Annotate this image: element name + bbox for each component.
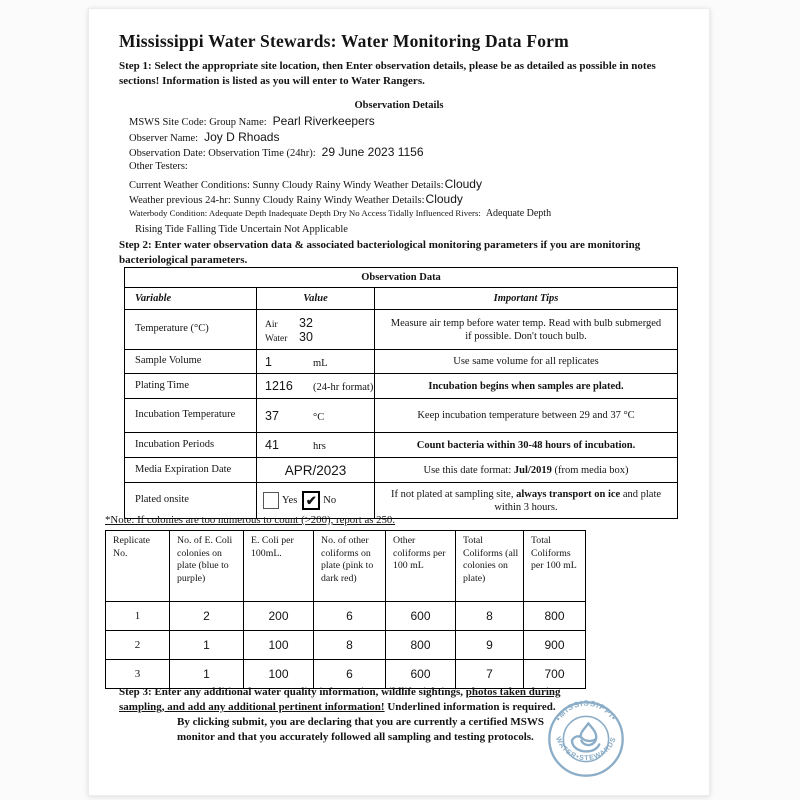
incubation-periods-unit: hrs <box>313 441 326 452</box>
sample-volume-unit: mL <box>313 357 328 369</box>
observation-details-section <box>129 114 551 240</box>
replicate-1-number: 1 <box>106 602 170 631</box>
table-row <box>106 631 586 660</box>
tip-incubation-temperature: Keep incubation temperature between 29 and 37 °C <box>375 399 678 433</box>
form-page <box>88 8 710 796</box>
media-expiration-entry[interactable]: APR/2023 <box>284 462 347 478</box>
variable-temperature: Temperature (°C) <box>125 310 257 350</box>
tip-plated-onsite: If not plated at sampling site, always transport on ice and plate within 3 hours. <box>375 483 678 519</box>
other-testers-line <box>129 161 551 177</box>
rep-col-ecoli-colonies: No. of E. Coli colonies on plate (blue to purple) <box>170 531 244 602</box>
replicate-1-total-100ml[interactable]: 800 <box>524 602 586 631</box>
replicate-2-other-colonies[interactable]: 8 <box>314 631 386 660</box>
observation-data-table <box>124 267 678 519</box>
replicate-1-other-colonies[interactable]: 6 <box>314 602 386 631</box>
replicate-2-ecoli-colonies[interactable]: 1 <box>170 631 244 660</box>
replicate-table-header-row <box>106 531 586 602</box>
observer-line <box>129 130 551 146</box>
date-time-value[interactable]: 29 June 2023 1156 <box>321 145 424 160</box>
observation-data-table-title: Observation Data <box>125 268 678 288</box>
current-weather-label: Current Weather Conditions: Sunny Cloudy Rainy Windy Weather Details: <box>129 179 444 191</box>
replicate-2-total-100ml[interactable]: 900 <box>524 631 586 660</box>
replicate-2-other-100ml[interactable]: 800 <box>386 631 456 660</box>
observer-name-value[interactable]: Joy D Rhoads <box>204 129 280 144</box>
variable-media-expiration-date: Media Expiration Date <box>125 458 257 483</box>
replicate-3-other-100ml[interactable]: 600 <box>386 660 456 689</box>
previous-weather-label: Weather previous 24-hr: Sunny Cloudy Rainy Windy Weather Details: <box>129 195 425 207</box>
replicate-3-number: 3 <box>106 660 170 689</box>
plating-time-unit: (24-hr format) <box>313 382 374 393</box>
incubation-periods-entry[interactable]: 41 <box>265 438 279 452</box>
rep-col-total-coliforms-plate: Total Coliforms (all colonies on plate) <box>456 531 524 602</box>
observation-table-header-row <box>125 288 678 310</box>
rep-col-replicate-no: Replicate No. <box>106 531 170 602</box>
site-code-label: MSWS Site Code: Group Name: <box>129 117 267 128</box>
replicate-1-other-100ml[interactable]: 600 <box>386 602 456 631</box>
col-header-variable: Variable <box>125 288 257 310</box>
variable-incubation-periods: Incubation Periods <box>125 433 257 458</box>
water-temp-label: Water <box>265 333 288 344</box>
incubation-temp-entry[interactable]: 37 <box>265 408 279 423</box>
seal-top-text: •MISSISSIPPI• <box>553 699 619 723</box>
plated-onsite-yes-checkbox[interactable] <box>263 492 279 509</box>
page-title: Mississippi Water Stewards: Water Monitoring Data Form <box>119 31 569 51</box>
waterbody-condition-label: Waterbody Condition: Adequate Depth Inadequate Depth Dry No Access Tidally Influenced Rivers: <box>129 208 481 219</box>
replicate-3-total-colonies[interactable]: 7 <box>456 660 524 689</box>
table-row <box>125 458 678 483</box>
variable-incubation-temperature: Incubation Temperature <box>125 399 257 433</box>
submit-declaration: By clicking submit, you are declaring that you are currently a certified MSWS monitor and that you accurately followed all sampling and testing protocols. <box>177 716 544 743</box>
observation-details-heading: Observation Details <box>354 100 444 111</box>
tip-media-expiration: Use this date format: Jul/2019 (from media box) <box>375 458 678 483</box>
replicate-results-table <box>105 530 586 689</box>
variable-sample-volume: Sample Volume <box>125 350 257 374</box>
replicate-1-ecoli-100ml[interactable]: 200 <box>244 602 314 631</box>
table-row <box>106 602 586 631</box>
air-temp-label: Air <box>265 319 278 330</box>
variable-plating-time: Plating Time <box>125 374 257 399</box>
previous-weather-value[interactable]: Cloudy <box>425 192 463 207</box>
rep-col-other-coliforms-100ml: Other coliforms per 100 mL <box>386 531 456 602</box>
replicate-3-other-colonies[interactable]: 6 <box>314 660 386 689</box>
replicate-3-ecoli-100ml[interactable]: 100 <box>244 660 314 689</box>
step3-instructions <box>119 685 589 744</box>
replicate-3-ecoli-colonies[interactable]: 1 <box>170 660 244 689</box>
step1-instructions: Step 1: Select the appropriate site location, then Enter observation details, please be as detailed as possible in notes sections! Information is listed as you will enter to Water Rangers. <box>119 60 656 87</box>
plating-time-entry[interactable]: 1216 <box>265 379 293 393</box>
water-temp-entry[interactable]: 30 <box>299 329 313 344</box>
col-header-value: Value <box>257 288 375 310</box>
step3-required-text: Underlined information is required. <box>384 700 556 713</box>
incubation-temp-unit: °C <box>313 411 325 423</box>
replicate-1-total-colonies[interactable]: 8 <box>456 602 524 631</box>
variable-plated-onsite: Plated onsite <box>125 483 257 519</box>
plated-onsite-no-checkbox[interactable]: ✔ <box>302 491 320 510</box>
table-row <box>125 374 678 399</box>
date-time-label: Observation Date: Observation Time (24hr): <box>129 148 316 160</box>
site-code-line <box>129 114 551 130</box>
svg-text:•MISSISSIPPI• <box>554 699 618 722</box>
tide-options-label: Rising Tide Falling Tide Uncertain Not Applicable <box>135 223 348 235</box>
date-time-line <box>129 145 551 161</box>
step2-instructions: Step 2: Enter water observation data & associated bacteriological monitoring parameters if you are monitoring bacteriological parameters. <box>119 239 641 266</box>
tip-temperature: Measure air temp before water temp. Read with bulb submerged if possible. Don't touch bulb. <box>375 310 678 350</box>
other-testers-label: Other Testers: <box>129 161 188 173</box>
replicate-2-ecoli-100ml[interactable]: 100 <box>244 631 314 660</box>
observer-name-label: Observer Name: <box>129 132 199 144</box>
current-weather-value[interactable]: Cloudy <box>444 176 482 191</box>
plated-onsite-yes-label: Yes <box>282 495 298 506</box>
seal-bottom-text: WATER•STEWARDS <box>554 735 618 763</box>
msws-seal-logo <box>547 699 625 779</box>
rep-col-ecoli-per-100ml: E. Coli per 100mL. <box>244 531 314 602</box>
current-weather-line <box>129 177 551 193</box>
replicate-3-total-100ml[interactable]: 700 <box>524 660 586 689</box>
table-row <box>125 399 678 433</box>
waterbody-condition-value[interactable]: Adequate Depth <box>485 208 552 220</box>
rep-col-total-coliforms-100ml: Total Coliforms per 100 mL <box>524 531 586 602</box>
plated-onsite-no-label: No <box>323 495 337 506</box>
droplet-in-hand-icon <box>572 723 599 751</box>
replicate-2-number: 2 <box>106 631 170 660</box>
tip-plating-time: Incubation begins when samples are plated. <box>375 374 678 399</box>
tip-incubation-periods: Count bacteria within 30-48 hours of incubation. <box>375 433 678 458</box>
table-row <box>125 350 678 374</box>
waterbody-condition-line <box>129 208 551 224</box>
col-header-important-tips: Important Tips <box>375 288 678 310</box>
replicate-2-total-colonies[interactable]: 9 <box>456 631 524 660</box>
step3-text: Step 3: Enter any additional water quality information, wildlife sightings, <box>119 686 466 698</box>
colonies-note: *Note: If colonies are too numerous to count (>200), report as 250. <box>105 514 396 526</box>
replicate-1-ecoli-colonies[interactable]: 2 <box>170 602 244 631</box>
rep-col-other-coliforms-plate: No. of other coliforms on plate (pink to dark red) <box>314 531 386 602</box>
table-row <box>125 433 678 458</box>
site-code-value[interactable]: Pearl Riverkeepers <box>272 114 375 128</box>
tip-sample-volume: Use same volume for all replicates <box>375 350 678 374</box>
air-temp-entry[interactable]: 32 <box>299 315 313 330</box>
previous-weather-line <box>129 192 551 208</box>
table-row <box>125 310 678 350</box>
step3-underlined-text: photos taken during sampling, and add any additional pertinent information! <box>119 686 561 713</box>
sample-volume-entry[interactable]: 1 <box>265 354 272 369</box>
